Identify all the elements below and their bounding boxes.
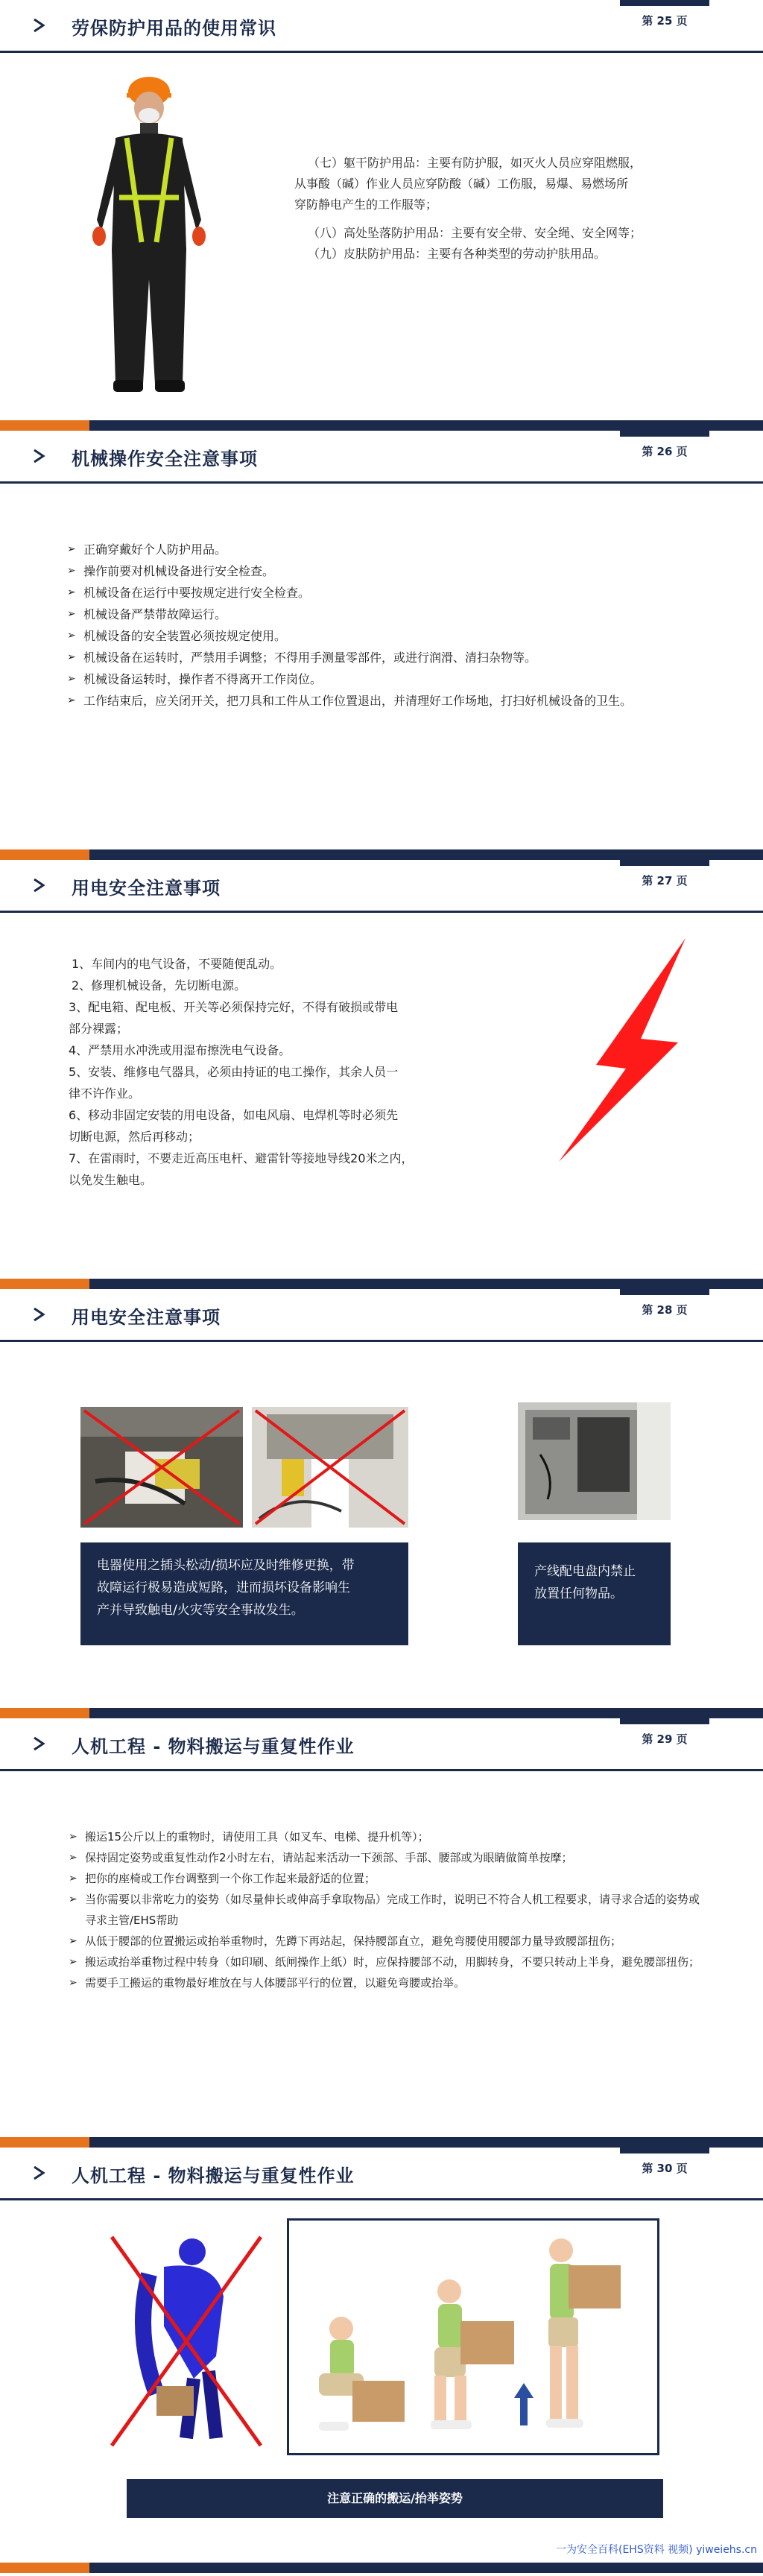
list-item: ➢ 当你需要以非常吃力的姿势（如尽量伸长或伸高手拿取物品）完成工作时，说明已不符合人机工程要求，请寻求合适的姿势或寻求主管/EHS帮助 — [69, 1893, 700, 1927]
list-item: ➢ 从低于腰部的位置搬运或抬举重物时，先蹲下再站起，保持腰部直立，避免弯腰使用腰部力量导致腰部扭伤； — [69, 1934, 622, 1948]
plug-warning-panel — [80, 1542, 408, 1645]
list-item: ➢ 需要手工搬运的重物最好堆放在与人体腰部平行的位置，以避免弯腰或抬举。 — [69, 1976, 466, 1990]
slide-footer — [0, 2137, 763, 2148]
rule-line: 7、在雷雨时，不要走近高压电杆、避雷针等接地导线20米之内， — [69, 1151, 414, 1165]
panel-line: 产并导致触电/火灾等安全事故发生。 — [97, 1603, 304, 1618]
panel-line: 电器使用之插头松动/损坏应及时维修更换，带 — [97, 1558, 355, 1573]
caption-bar — [127, 2479, 663, 2518]
list-item: ➢ 工作结束后，应关闭开关，把刀具和工件从工作位置退出，并清理好工作场地，打扫好机械设备的卫生。 — [67, 694, 633, 708]
slide-title: 劳保防护用品的使用常识 — [72, 18, 276, 39]
rule-line: 以免发生触电。 — [69, 1173, 153, 1187]
wrong-lifting-posture-image — [104, 2230, 268, 2453]
ppe-line: （九）皮肤防护用品：主要有各种类型的劳动护肤用品。 — [308, 247, 607, 261]
rule-line: 4、严禁用水冲洗或用湿布擦洗电气设备。 — [69, 1043, 291, 1057]
slide-header — [0, 1718, 763, 1771]
slide-footer — [0, 1708, 763, 1718]
list-item: ➢ 机械设备的安全装置必须按规定使用。 — [67, 629, 287, 643]
rule-line: 部分裸露； — [69, 1022, 129, 1036]
machine-safety-list — [66, 539, 662, 712]
rule-line: 6、移动非固定安装的用电设备，如电风扇、电焊机等时必须先 — [69, 1108, 399, 1122]
chevron-icon — [31, 1736, 46, 1751]
page-number: 第 29 页 — [620, 1718, 709, 1759]
chevron-icon — [31, 878, 46, 893]
electric-safety-text — [69, 953, 516, 1191]
page-number: 第 30 页 — [620, 2148, 709, 2188]
slide-title: 用电安全注意事项 — [72, 878, 221, 899]
rule-line: 5、安装、维修电气器具，必须由持证的电工操作，其余人员一 — [69, 1065, 399, 1079]
slide-header — [0, 2148, 763, 2200]
rule-line: 3、配电箱、配电板、开关等必须保持完好，不得有破损或带电 — [69, 1000, 399, 1014]
slide-25 — [0, 0, 763, 431]
slide-footer — [0, 2563, 763, 2573]
damaged-plug-photo — [80, 1407, 243, 1528]
rule-line: 1、车间内的电气设备，不要随便乱动。 — [72, 957, 282, 971]
correct-posture-frame — [287, 2218, 659, 2455]
caption-text: 注意正确的搬运/抬举姿势 — [327, 2491, 463, 2505]
panel-line: 放置任何物品。 — [534, 1586, 623, 1601]
slide-title: 机械操作安全注意事项 — [72, 449, 258, 469]
list-item: ➢ 操作前要对机械设备进行安全检查。 — [67, 564, 275, 578]
page-number: 第 28 页 — [620, 1289, 709, 1329]
ppe-line: 穿防静电产生的工作服等； — [294, 197, 438, 212]
distribution-panel-photo — [518, 1402, 671, 1520]
exposed-cable-photo — [252, 1407, 408, 1528]
ppe-text — [294, 153, 642, 265]
slide-header — [0, 1289, 763, 1342]
slide-26 — [0, 431, 763, 860]
slide-header — [0, 860, 763, 913]
rule-line: 律不许作业。 — [69, 1086, 141, 1101]
rule-line: 2、修理机械设备，先切断电源。 — [72, 978, 247, 993]
panel-line: 故障运行极易造成短路，进而损坏设备影响生 — [97, 1580, 350, 1595]
ppe-line: （八）高处坠落防护用品：主要有安全带、安全绳、安全网等； — [308, 226, 642, 240]
list-item: ➢ 搬运或抬举重物过程中转身（如印刷、纸闸操作上纸）时，应保持腰部不动，用脚转身，不要只转动上半身，避免腰部扭伤； — [69, 1955, 700, 1969]
slide-title: 人机工程 - 物料搬运与重复性作业 — [72, 2165, 355, 2186]
slide-30 — [0, 2148, 763, 2573]
list-item: ➢ 机械设备严禁带故障运行。 — [67, 607, 227, 621]
slide-footer — [0, 420, 763, 431]
watermark: 一为安全百科(EHS资料 视频) yiweiehs.cn — [555, 2544, 757, 2556]
chevron-icon — [31, 18, 46, 33]
list-item: ➢ 正确穿戴好个人防护用品。 — [67, 542, 227, 557]
ppe-line: （七）躯干防护用品：主要有防护服，如灭火人员应穿阻燃服， — [308, 156, 642, 170]
chevron-icon — [31, 449, 46, 463]
chevron-icon — [31, 1307, 46, 1322]
page-number: 第 27 页 — [620, 860, 709, 900]
ergonomics-list — [67, 1826, 708, 1993]
slide-footer — [0, 849, 763, 860]
slide-title: 人机工程 - 物料搬运与重复性作业 — [72, 1736, 355, 1757]
list-item: ➢ 保持固定姿势或重复性动作2小时左右，请站起来活动一下颈部、手部、腰部或为眼睛做简单按摩； — [69, 1851, 573, 1864]
panel-line: 产线配电盘内禁止 — [534, 1564, 636, 1579]
list-item: ➢ 机械设备运转时，操作者不得离开工作岗位。 — [67, 672, 323, 686]
slide-27 — [0, 860, 763, 1289]
slide-header — [0, 431, 763, 484]
rule-line: 切断电源，然后再移动； — [69, 1130, 200, 1144]
list-item: ➢ 把你的座椅或工作台调整到一个你工作起来最舒适的位置； — [69, 1872, 376, 1885]
ppe-worker-image — [75, 71, 224, 406]
slide-29 — [0, 1718, 763, 2148]
page-number: 第 26 页 — [620, 431, 709, 471]
panel-warning-panel — [518, 1542, 671, 1645]
page-number: 第 25 页 — [620, 0, 709, 40]
slide-title: 用电安全注意事项 — [72, 1307, 221, 1328]
ppe-line: 从事酸（碱）作业人员应穿防酸（碱）工伤服，易爆、易燃场所 — [294, 177, 629, 191]
slide-footer — [0, 1279, 763, 1289]
lightning-bolt-icon — [551, 938, 693, 1169]
correct-lifting-sequence-image — [289, 2221, 657, 2453]
slide-28 — [0, 1289, 763, 1718]
list-item: ➢ 机械设备在运转时，严禁用手调整；不得用手测量零部件，或进行润滑、清扫杂物等。 — [67, 651, 537, 665]
list-item: ➢ 机械设备在运行中要按规定进行安全检查。 — [67, 586, 311, 600]
list-item: ➢ 搬运15公斤以上的重物时，请使用工具（如叉车、电梯、提升机等）； — [69, 1830, 429, 1844]
chevron-icon — [31, 2165, 46, 2180]
slide-header — [0, 0, 763, 53]
